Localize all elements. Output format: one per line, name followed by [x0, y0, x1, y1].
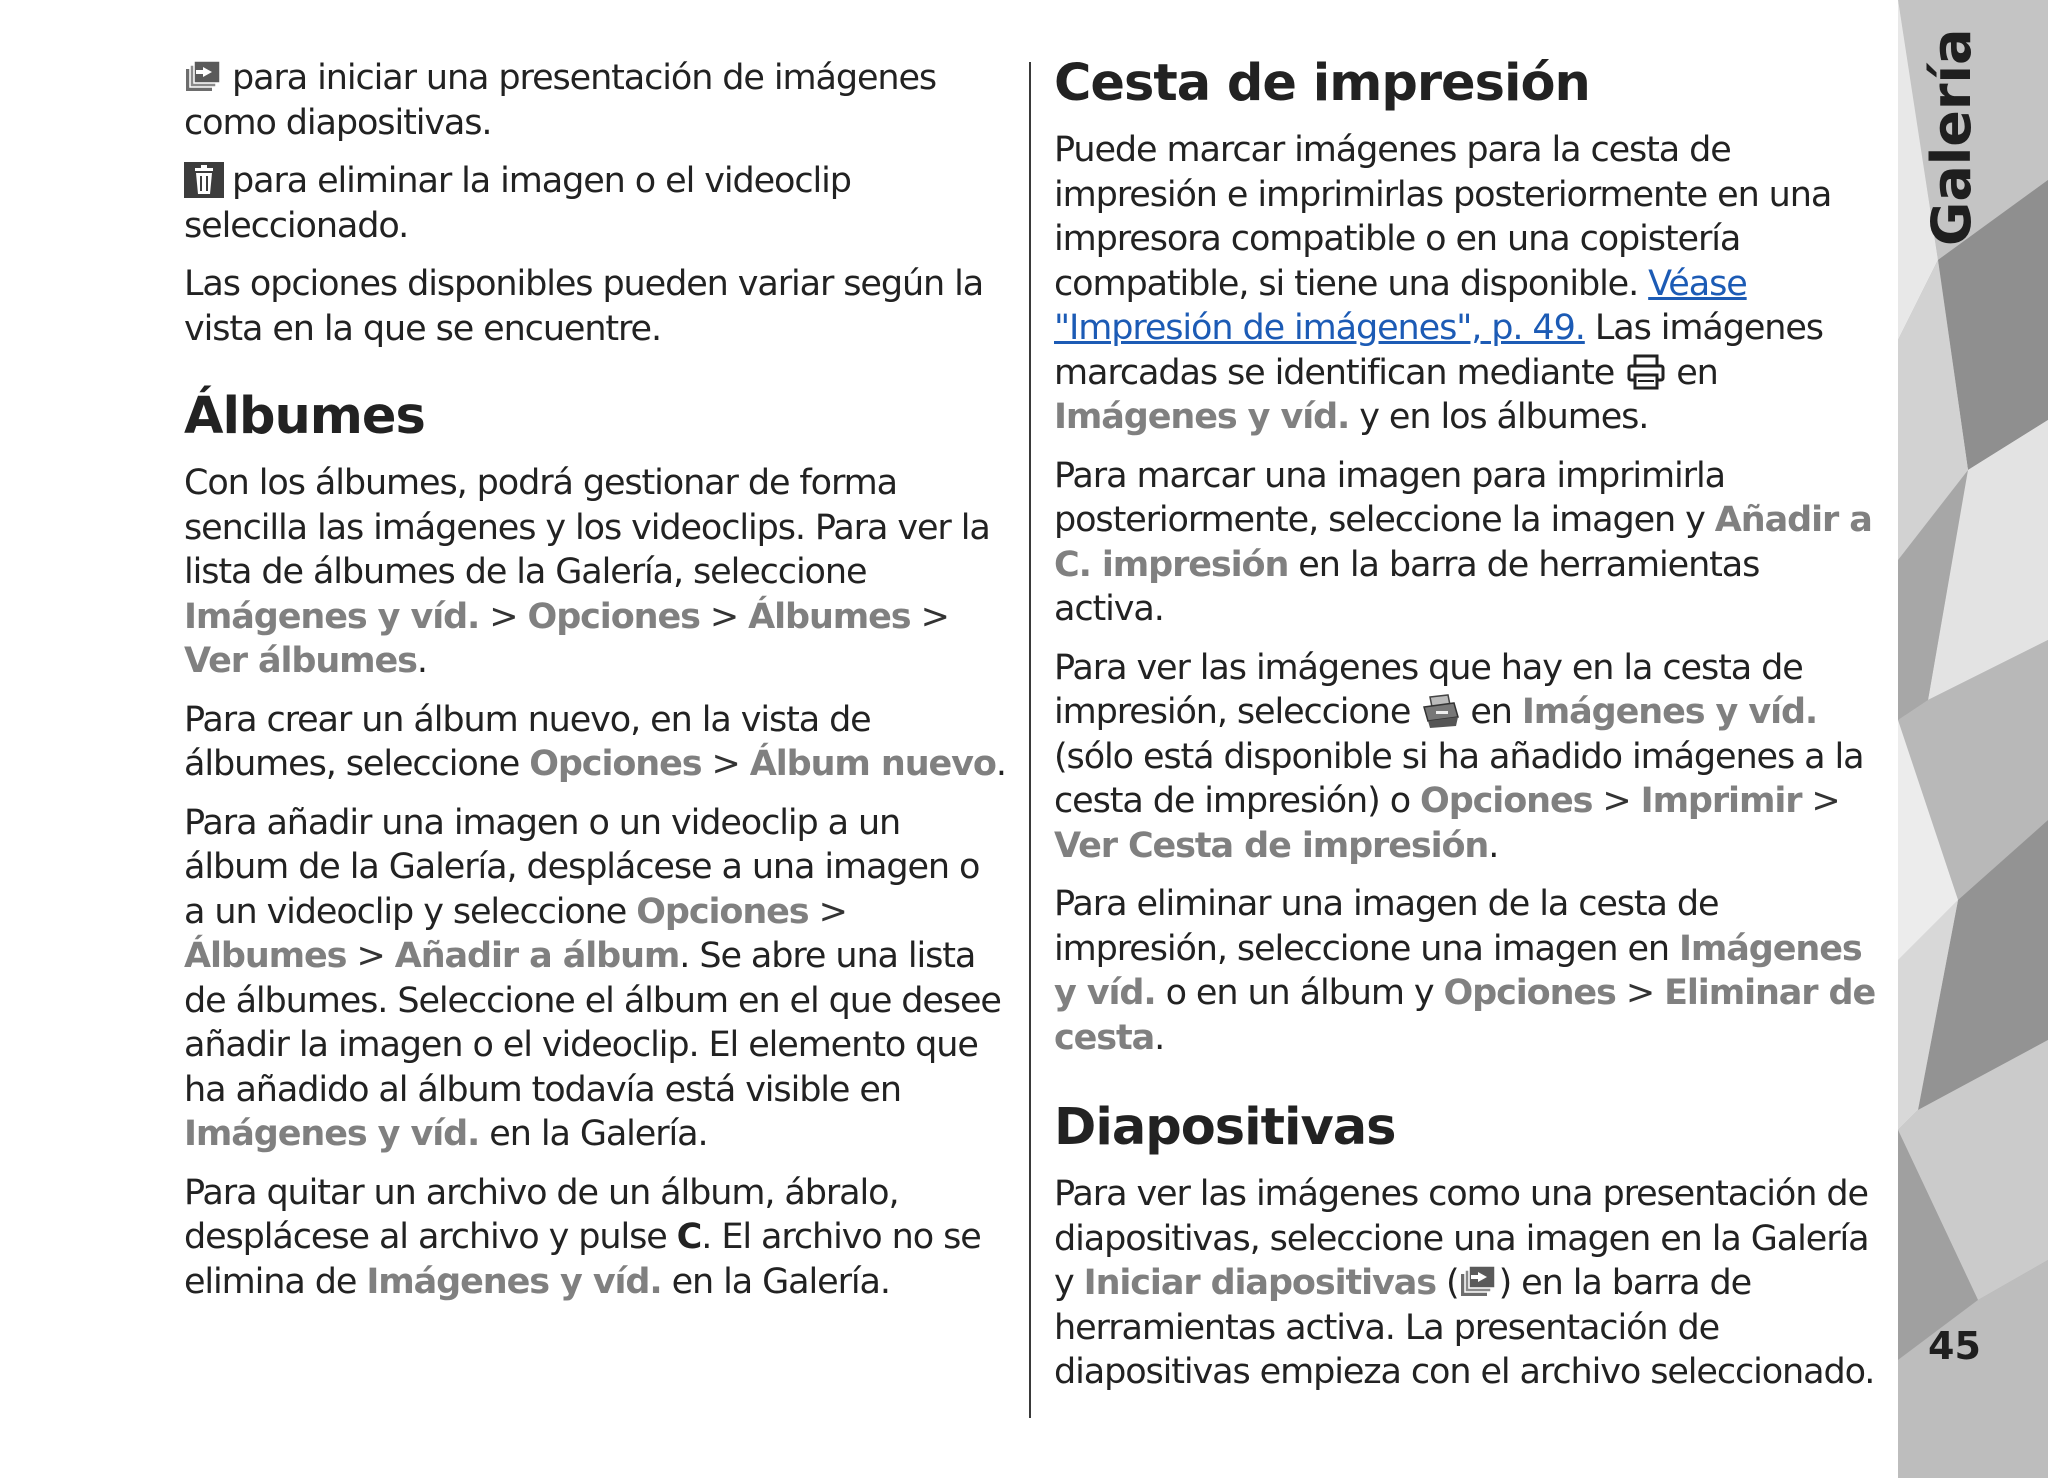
text-run: . El archivo no se elimina de [184, 1217, 981, 1302]
key-c: C [676, 1217, 702, 1257]
menu-options: Opciones [1443, 973, 1616, 1013]
diapositivas-paragraph-1 [1054, 1172, 1879, 1395]
menu-view-print-basket: Ver Cesta de impresión [1054, 825, 1489, 866]
text-run: en [1460, 692, 1522, 732]
separator: > [711, 744, 740, 784]
cesta-paragraph-3 [1054, 646, 1879, 869]
text-run: . Se abre una lista de álbumes. Seleccione el álbum en el que desee añadir la imagen o el videoclip. El elemento que ha añadido al álbum todavía está visible en [184, 936, 1001, 1110]
print-mark-icon [1626, 354, 1666, 390]
text-run: Para quitar un archivo de un álbum, ábralo, desplácese al archivo y pulse [184, 1172, 899, 1257]
cesta-paragraph-4 [1054, 882, 1879, 1060]
text-run: (sólo está disponible si ha añadido imágenes a la cesta de impresión) o [1054, 736, 1864, 821]
right-column [1054, 56, 1879, 1409]
menu-albums: Álbumes [748, 596, 911, 637]
text-run: Para añadir una imagen o un videoclip a un álbum de la Galería, desplácese a una imagen o a un videoclip y seleccione [184, 802, 980, 932]
menu-images-videos: Imágenes y víd. [1054, 397, 1350, 437]
menu-images-videos: Imágenes y víd. [184, 596, 480, 637]
menu-images-videos: Imágenes y víd. [1054, 928, 1862, 1013]
text-run: en la Galería. [661, 1261, 890, 1302]
print-basket-icon [1420, 693, 1460, 729]
separator: > [709, 596, 739, 637]
menu-options: Opciones [529, 744, 702, 784]
section-title [1920, 166, 1983, 246]
text-run: ) en la barra de herramientas activa. La presentación de diapositivas empieza con el archivo seleccionado. [1054, 1263, 1875, 1392]
albumes-heading: Álbumes [184, 387, 425, 446]
text-run: Puede marcar imágenes para la cesta de impresión e imprimirlas posteriormente en una impresora compatible o en una copistería compatible, si tiene una disponible. [1054, 130, 1832, 304]
text-run: Para marcar una imagen para imprimirla posteriormente, seleccione la imagen y [1054, 455, 1725, 540]
slideshow-option-text: para iniciar una presentación de imágenes como diapositivas. [184, 58, 937, 143]
text-run: en la barra de herramientas activa. [1054, 544, 1760, 629]
menu-images-videos: Imágenes y víd. [366, 1261, 662, 1302]
menu-albums: Álbumes [184, 936, 347, 976]
text-run: Para eliminar una imagen de la cesta de impresión, seleccione una imagen en [1054, 884, 1719, 969]
menu-new-album: Álbum nuevo [749, 744, 996, 784]
menu-print: Imprimir [1640, 781, 1802, 821]
period: . [1154, 1017, 1165, 1058]
separator: > [489, 596, 518, 637]
text-run: y en los álbumes. [1349, 397, 1649, 437]
menu-remove-from-basket: Eliminar de cesta [1054, 973, 1876, 1058]
column-divider [1029, 62, 1031, 1418]
separator: > [818, 891, 847, 932]
menu-images-videos: Imágenes y víd. [184, 1114, 480, 1154]
period: . [1488, 825, 1499, 866]
text-run: Para crear un álbum nuevo, en la vista de álbumes, seleccione [184, 699, 871, 784]
slideshow-icon [184, 59, 224, 95]
printing-reference-link[interactable]: Véase "Impresión de imágenes", p. 49. [1054, 263, 1747, 348]
albumes-paragraph-1 [184, 461, 1009, 684]
period: . [995, 744, 1006, 784]
trash-icon [184, 162, 224, 198]
menu-add-to-album: Añadir a álbum [394, 936, 680, 976]
menu-options: Opciones [1420, 781, 1593, 821]
text-run: Para ver las imágenes que hay en la cesta de impresión, seleccione [1054, 647, 1803, 732]
menu-options: Opciones [636, 891, 809, 932]
menu-add-to-print-basket: Añadir a C. impresión [1054, 500, 1872, 585]
cesta-paragraph-2 [1054, 454, 1879, 632]
slideshow-icon [1459, 1264, 1499, 1300]
text-run: ( [1435, 1263, 1459, 1303]
cesta-paragraph-1 [1054, 128, 1879, 440]
separator: > [1602, 781, 1631, 821]
albumes-paragraph-2 [184, 698, 1009, 787]
menu-start-slideshow: Iniciar diapositivas [1083, 1263, 1436, 1303]
text-run: Para ver las imágenes como una presentación de diapositivas, seleccione una imagen en la Galería y [1054, 1174, 1869, 1303]
page-number: 45 [1928, 1324, 1981, 1368]
text-run: en [1666, 352, 1718, 393]
text-run: o en un álbum y [1155, 973, 1444, 1013]
delete-option-text: para eliminar la imagen o el videoclip seleccionado. [184, 161, 851, 246]
period: . [416, 641, 427, 681]
separator: > [920, 596, 949, 637]
left-column [184, 56, 1009, 1318]
slideshow-option-paragraph [184, 56, 1009, 145]
menu-options: Opciones [527, 596, 700, 637]
separator: > [1625, 973, 1655, 1013]
separator: > [356, 936, 385, 976]
cesta-heading: Cesta de impresión [1054, 54, 1590, 113]
menu-view-albums: Ver álbumes [184, 641, 417, 681]
text-run: en la Galería. [479, 1114, 708, 1154]
text-run: Con los álbumes, podrá gestionar de forma sencilla las imágenes y los videoclips. Para ver la lista de álbumes de la Galería, seleccione [184, 463, 990, 592]
separator: > [1811, 781, 1840, 821]
albumes-paragraph-4 [184, 1171, 1009, 1305]
albumes-paragraph-3 [184, 801, 1009, 1157]
delete-option-paragraph [184, 159, 1009, 248]
menu-images-videos: Imágenes y víd. [1521, 692, 1818, 732]
text-run: Las imágenes marcadas se identifican mediante [1054, 308, 1823, 393]
diapositivas-heading: Diapositivas [1054, 1098, 1396, 1157]
options-note: Las opciones disponibles pueden variar según la vista en la que se encuentre. [184, 264, 984, 349]
